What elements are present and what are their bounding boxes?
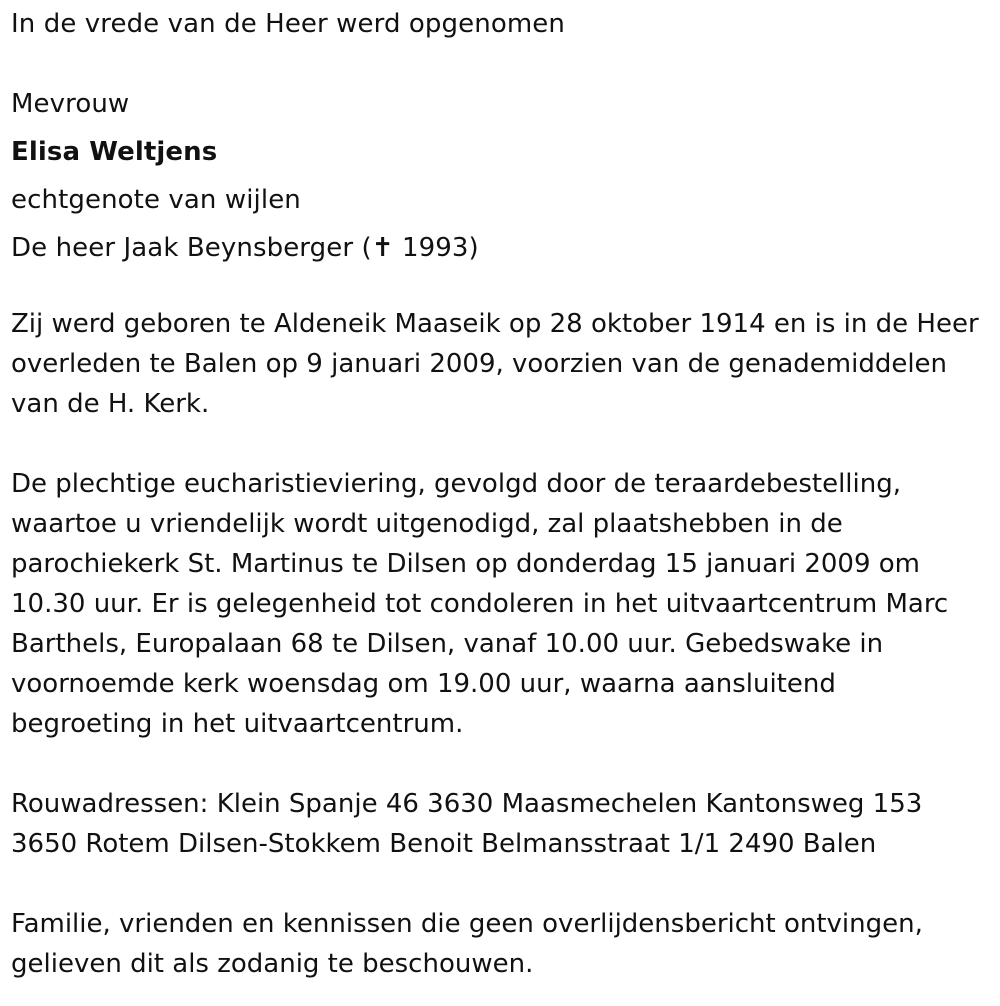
closing-paragraph: Familie, vrienden en kennissen die geen overlijdensbericht ontvingen, gelieven dit als zodanig te beschouwen. <box>11 909 923 979</box>
ceremony-paragraph: De plechtige eucharistieviering, gevolgd door de teraardebestelling, waartoe u vriendelijk wordt uitgenodigd, zal plaatshebben in de parochiekerk St. Martinus te Dilsen op donderdag 15 januari 2009 om 10.30 uur. Er is gelegenheid tot condoleren in het uitvaartcentrum Marc Barthels, Europalaan 68 te Dilsen, vanaf 10.00 uur. Gebedswake in voornoemde kerk woensdag om 19.00 uur, waarna aansluitend begroeting in het uitvaartcentrum. <box>11 469 949 739</box>
birth-death-paragraph: Zij werd geboren te Aldeneik Maaseik op 28 oktober 1914 en is in de Heer overleden te Balen op 9 januari 2009, voorzien van de genademiddelen van de H. Kerk. <box>11 309 979 419</box>
spouse-line: De heer Jaak Beynsberger (✝ 1993) <box>11 233 479 263</box>
spacer <box>11 744 996 784</box>
spacer <box>11 424 996 464</box>
relation-line: echtgenote van wijlen <box>11 185 301 215</box>
deceased-name: Elisa Weltjens <box>11 137 218 167</box>
spacer <box>11 48 996 80</box>
obituary-notice <box>11 0 996 984</box>
spacer <box>11 272 996 304</box>
addresses-paragraph: Rouwadressen: Klein Spanje 46 3630 Maasmechelen Kantonsweg 153 3650 Rotem Dilsen-Stokkem Benoit Belmansstraat 1/1 2490 Balen <box>11 789 923 859</box>
opening-line: In de vrede van de Heer werd opgenomen <box>11 9 565 39</box>
spacer <box>11 864 996 904</box>
salutation: Mevrouw <box>11 89 130 119</box>
